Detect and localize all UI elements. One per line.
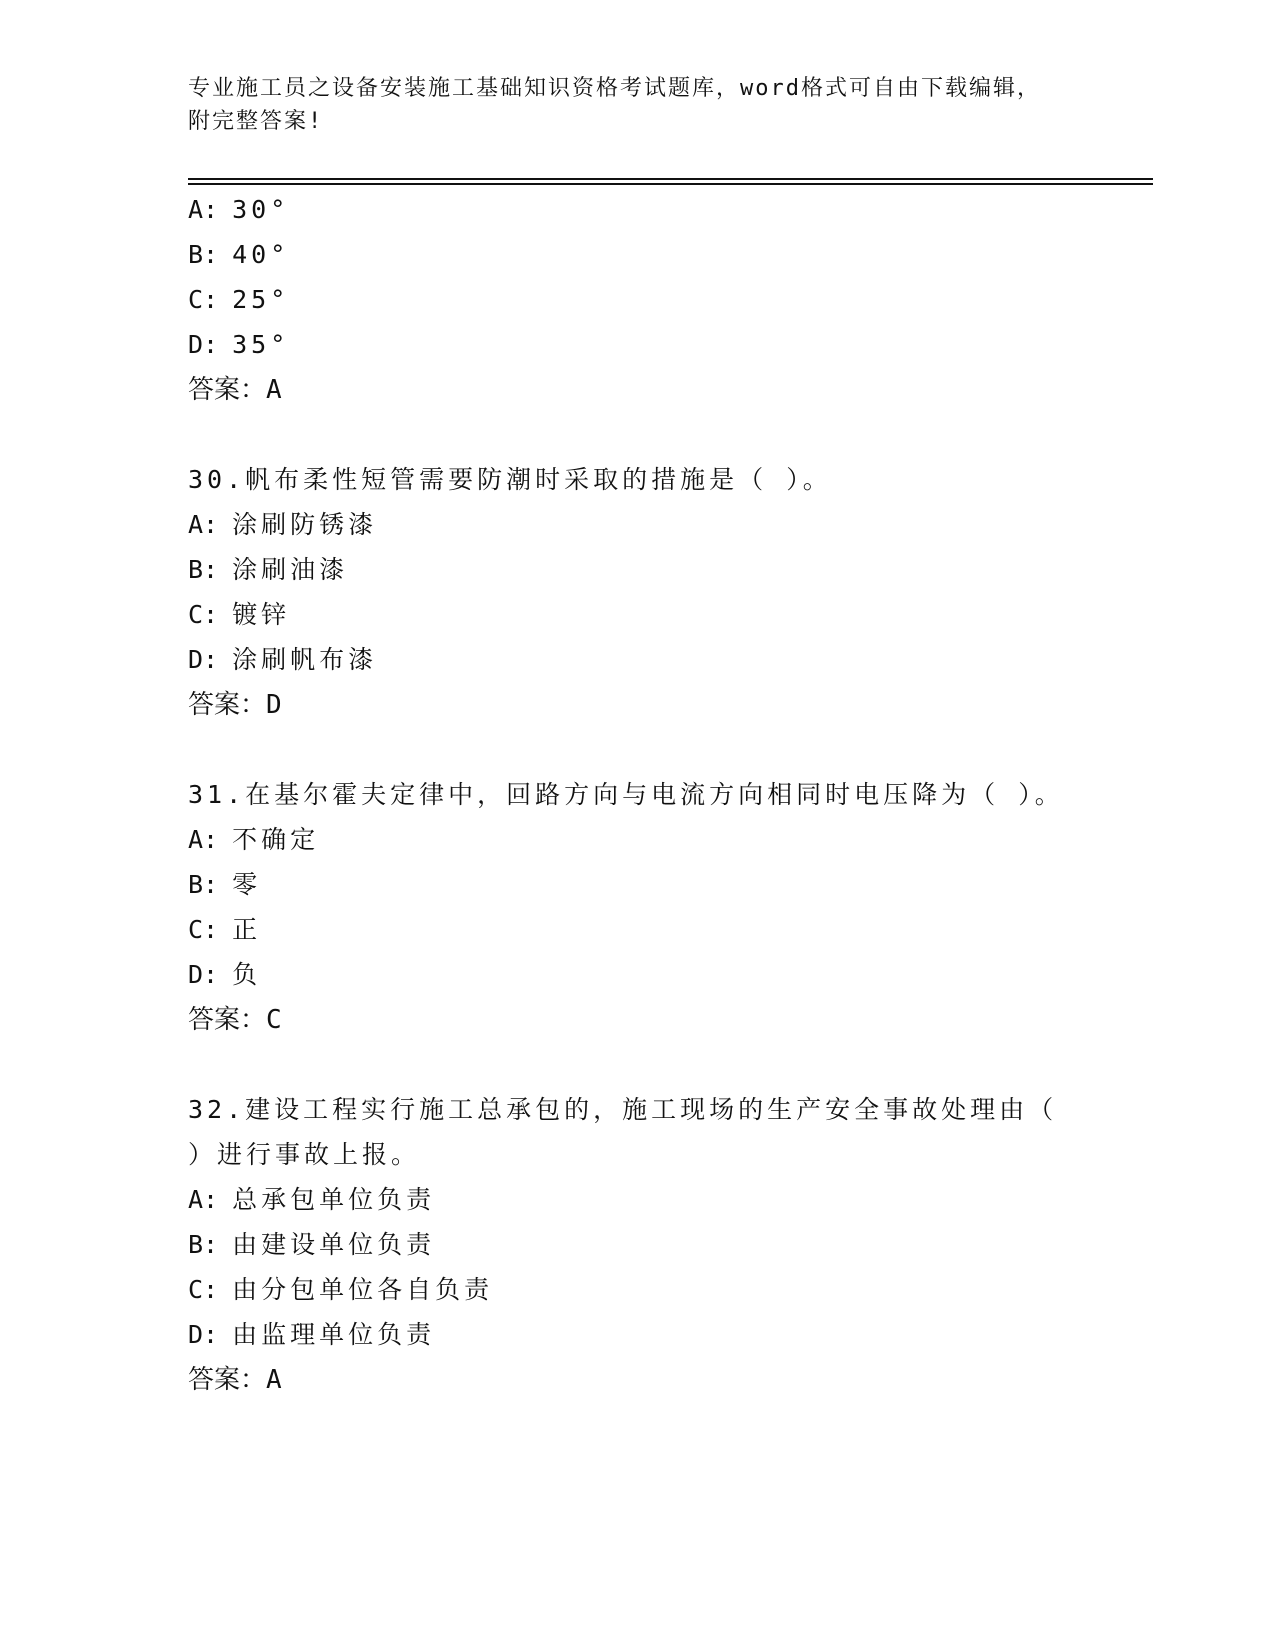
option-a: A: 30°: [188, 195, 290, 224]
header-line-2: 附完整答案!: [188, 109, 324, 134]
option-d: D: 涂刷帆布漆: [188, 645, 378, 674]
header-line-1: 专业施工员之设备安装施工基础知识资格考试题库，word格式可自由下载编辑，: [188, 76, 1041, 101]
answer: 答案：D: [188, 690, 282, 720]
option-a: A: 总承包单位负责: [188, 1185, 436, 1214]
option-c: C: 25°: [188, 285, 290, 314]
option-c: C: 正: [188, 915, 262, 944]
option-d: D: 负: [188, 960, 262, 989]
header-divider-bottom: [188, 183, 1153, 185]
question-text-line-1: 32.建设工程实行施工总承包的，施工现场的生产安全事故处理由（: [188, 1095, 1058, 1124]
question-text: 31.在基尔霍夫定律中，回路方向与电流方向相同时电压降为（ ）。: [188, 780, 1064, 809]
document-header: [188, 72, 1088, 138]
answer: 答案：A: [188, 1365, 282, 1395]
option-a: A: 涂刷防锈漆: [188, 510, 378, 539]
option-d: D: 35°: [188, 330, 290, 359]
option-c: C: 由分包单位各自负责: [188, 1275, 494, 1304]
question-text-line-2: ）进行事故上报。: [188, 1140, 421, 1169]
answer: 答案：A: [188, 375, 282, 405]
question-text: 30.帆布柔性短管需要防潮时采取的措施是（ ）。: [188, 465, 832, 494]
header-divider-top: [188, 178, 1153, 180]
option-c: C: 镀锌: [188, 600, 291, 629]
option-d: D: 由监理单位负责: [188, 1320, 436, 1349]
option-b: B: 涂刷油漆: [188, 555, 349, 584]
option-b: B: 40°: [188, 240, 290, 269]
answer: 答案：C: [188, 1005, 282, 1035]
option-b: B: 零: [188, 870, 262, 899]
option-b: B: 由建设单位负责: [188, 1230, 436, 1259]
option-a: A: 不确定: [188, 825, 320, 854]
